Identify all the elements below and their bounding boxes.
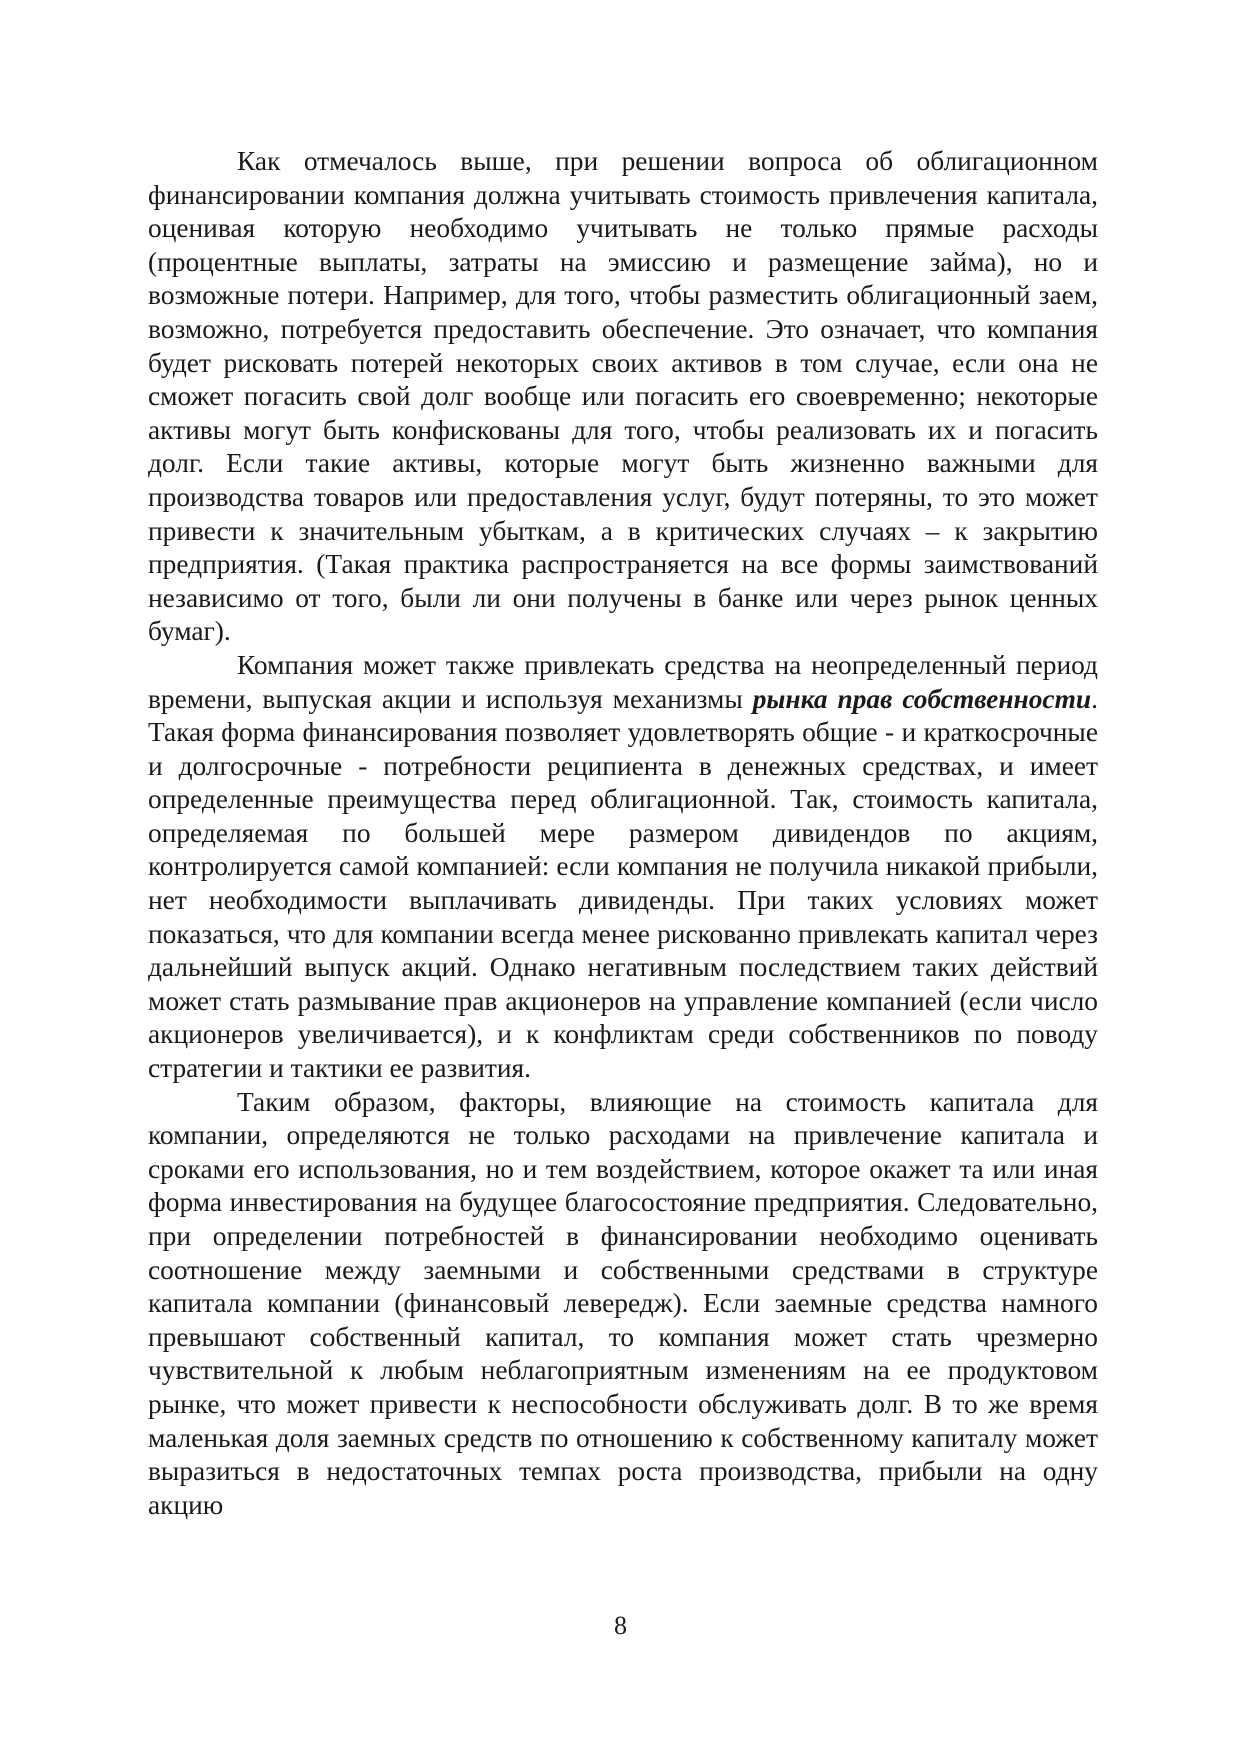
paragraph-text-before-term: Компания может также привлекать средства на неопределенный период времени, выпуская акции и используя механизмы bbox=[148, 649, 1098, 714]
body-text bbox=[148, 145, 1098, 1522]
paragraph-cost-of-bond-financing bbox=[148, 145, 1098, 649]
paragraph-text: Таким образом, факторы, влияющие на стоимость капитала для компании, определяются не только расходами на привлечение капитала и сроками его использования, но и тем воздействием, которое окажет та или иная форма инвестирования на будущее благосостояние предприятия. Следовательно, при определении потребностей в финансировании необходимо оценивать соотношение между заемными и собственными средствами в структуре капитала компании (финансовый левередж). Если заемные средства намного превышают собственный капитал, то компания может стать чрезмерно чувствительной к любым неблагоприятным изменениям на ее продуктовом рынке, что может привести к неспособности обслуживать долг. В то же время маленькая доля заемных средств по отношению к собственному капиталу может выразиться в недостаточных темпах роста производства, прибыли на одну акцию bbox=[148, 1086, 1098, 1520]
page-number: 8 bbox=[614, 1611, 627, 1640]
paragraph-capital-cost-factors bbox=[148, 1086, 1098, 1523]
paragraph-text: Как отмечалось выше, при решении вопроса об облигационном финансировании компания должна учитывать стоимость привлечения капитала, оценивая которую необходимо учитывать не только прямые расходы (процентные выплаты, затраты на эмиссию и размещение займа), но и возможные потери. Например, для того, чтобы разместить облигационный заем, возможно, потребуется предоставить обеспечение. Это означает, что компания будет рисковать потерей некоторых своих активов в том случае, если она не сможет погасить свой долг вообще или погасить его своевременно; некоторые активы могут быть конфискованы для того, чтобы реализовать их и погасить долг. Если такие активы, которые могут быть жизненно важными для производства товаров или предоставления услуг, будут потеряны, то это может привести к значительным убыткам, а в критических случаях – к закрытию предприятия. (Такая практика распространяется на все формы заимствований независимо от того, были ли они получены в банке или через рынок ценных бумаг). bbox=[148, 146, 1098, 647]
paragraph-equity-financing bbox=[148, 649, 1098, 1086]
paragraph-text-after-term: . Такая форма финансирования позволяет удовлетворять общие - и краткосрочные и долгосрочные - потребности реципиента в денежных средствах, и имеет определенные преимущества перед облигационной. Так, стоимость капитала, определяемая по большей мере размером дивидендов по акциям, контролируется самой компанией: если компания не получила никакой прибыли, нет необходимости выплачивать дивиденды. При таких условиях может показаться, что для компании всегда менее рискованно привлекать капитал через дальнейший выпуск акций. Однако негативным последствием таких действий может стать размывание прав акционеров на управление компанией (если число акционеров увеличивается), и к конфликтам среди собственников по поводу стратегии и тактики ее развития. bbox=[148, 683, 1098, 1084]
emphasized-term: рынка прав собственности bbox=[752, 683, 1092, 714]
